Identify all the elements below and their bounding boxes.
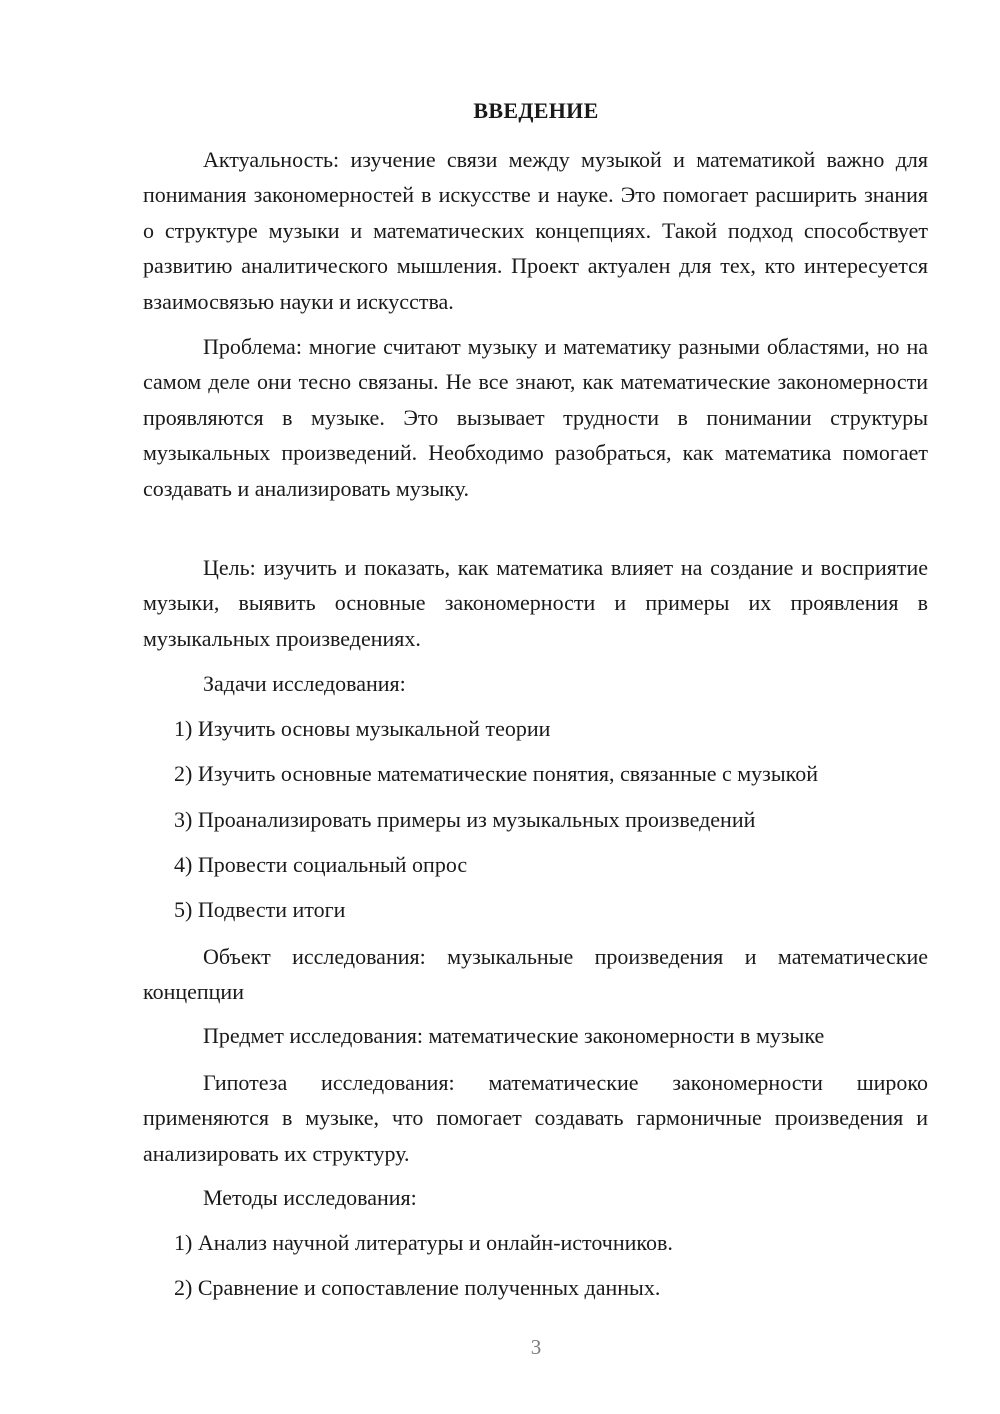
object-paragraph: Объект исследования: музыкальные произведения и математические концепции: [143, 944, 928, 1005]
page-number: 3: [530, 1335, 542, 1359]
task-item: 3) Проанализировать примеры из музыкальных произведений: [174, 807, 756, 832]
task-item: 5) Подвести итоги: [174, 897, 346, 922]
task-item: 4) Провести социальный опрос: [174, 852, 468, 877]
relevance-paragraph: Актуальность: изучение связи между музыкой и математикой важно для понимания закономерностей в искусстве и науке. Это помогает расширить знания о структуре музыки и математических концепциях. Такой подход способствует развитию аналитического мышления. Проект актуален для тех, кто интересуется взаимосвязью науки и искусства.: [143, 147, 928, 314]
problem-paragraph: Проблема: многие считают музыку и математику разными областями, но на самом деле они тесно связаны. Не все знают, как математические закономерности проявляются в музыке. Это вызывает трудности в понимании структуры музыкальных произведений. Необходимо разобраться, как математика помогает создавать и анализировать музыку.: [143, 334, 928, 501]
method-item: 2) Сравнение и сопоставление полученных данных.: [174, 1275, 661, 1300]
goal-paragraph: Цель: изучить и показать, как математика влияет на создание и восприятие музыки, выявить основные закономерности и примеры их проявления в музыкальных произведениях.: [143, 555, 928, 651]
methods-heading: Методы исследования:: [203, 1185, 417, 1210]
tasks-heading: Задачи исследования:: [203, 671, 406, 696]
method-item: 1) Анализ научной литературы и онлайн-источников.: [174, 1230, 673, 1255]
task-item: 2) Изучить основные математические понятия, связанные с музыкой: [174, 761, 818, 786]
task-item: 1) Изучить основы музыкальной теории: [174, 716, 551, 741]
hypothesis-paragraph: Гипотеза исследования: математические закономерности широко применяются в музыке, что помогает создавать гармоничные произведения и анализировать их структуру.: [143, 1070, 928, 1166]
page-title: ВВЕДЕНИЕ: [473, 98, 599, 123]
subject-line: Предмет исследования: математические закономерности в музыке: [203, 1023, 825, 1048]
